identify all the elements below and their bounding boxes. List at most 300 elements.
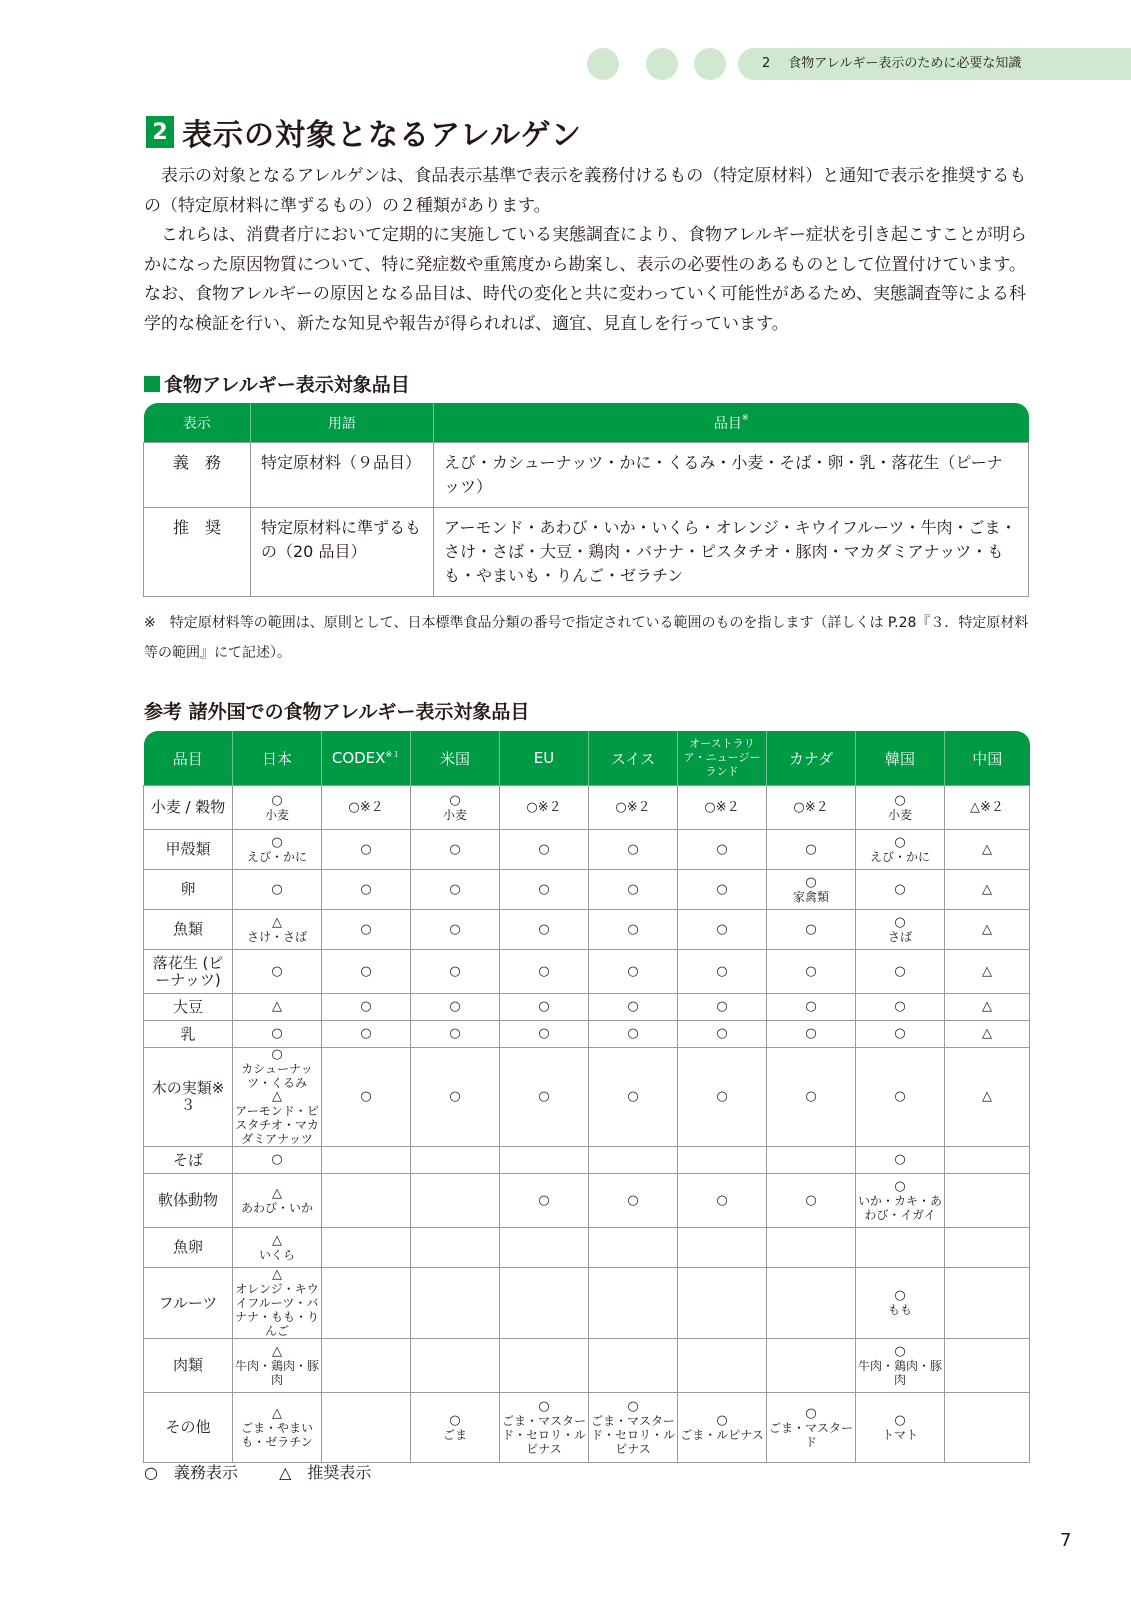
value-cell	[589, 1339, 678, 1393]
value-cell	[233, 1268, 322, 1339]
value-cell	[589, 1228, 678, 1268]
value-cell	[500, 1393, 589, 1463]
mark: ○	[360, 841, 372, 857]
value-cell	[678, 1048, 767, 1147]
table-row	[144, 830, 1030, 870]
value-cell	[589, 1268, 678, 1339]
value-cell	[856, 1174, 945, 1228]
value-cell	[767, 870, 856, 910]
value-cell	[322, 830, 411, 870]
table-row	[144, 443, 1029, 508]
table-row	[144, 1339, 1030, 1393]
value-cell	[945, 870, 1030, 910]
item-cell: 大豆	[144, 994, 233, 1021]
value-cell	[856, 1268, 945, 1339]
mark: △	[272, 1185, 282, 1201]
value-cell	[856, 786, 945, 830]
mark-detail: カシューナッツ・くるみ	[241, 1062, 313, 1090]
legend-recommended: △ 推奨表示	[279, 1463, 372, 1482]
value-cell	[411, 1228, 500, 1268]
header-korea: 韓国	[856, 731, 945, 786]
header-china: 中国	[945, 731, 1030, 786]
mark: ○	[360, 963, 372, 979]
value-cell	[233, 1021, 322, 1048]
mark: ○	[627, 841, 639, 857]
value-cell	[411, 994, 500, 1021]
mark-detail: あわび・いか	[240, 1200, 313, 1215]
header-circle	[694, 48, 726, 80]
mark-detail: 家禽類	[792, 889, 829, 904]
value-cell	[945, 950, 1030, 994]
table-row	[144, 950, 1030, 994]
mark: ○	[716, 1089, 728, 1104]
mark-detail: 小麦	[887, 807, 912, 822]
mark: ○	[627, 963, 639, 979]
mark: ○	[449, 881, 461, 897]
mark: ○	[716, 1026, 728, 1041]
chapter-title: 食物アレルギー表示のために必要な知識	[788, 56, 1022, 71]
mark: ○※２	[704, 799, 740, 815]
value-cell	[233, 1147, 322, 1174]
value-cell	[500, 830, 589, 870]
item-cell: 落花生 (ピーナッツ)	[144, 950, 233, 994]
value-cell	[411, 1174, 500, 1228]
foreign-allergen-table	[143, 731, 1030, 1463]
value-cell	[856, 870, 945, 910]
mark: △	[272, 1405, 282, 1421]
chapter-header	[738, 48, 1131, 80]
value-cell	[589, 994, 678, 1021]
mark-detail: えび・かに	[246, 849, 307, 864]
mark: △	[982, 1026, 992, 1041]
item-cell: 軟体動物	[144, 1174, 233, 1228]
value-cell	[233, 830, 322, 870]
value-cell	[856, 1339, 945, 1393]
value-cell	[678, 1174, 767, 1228]
value-cell	[500, 1228, 589, 1268]
value-cell	[856, 1048, 945, 1147]
value-cell	[233, 1048, 322, 1147]
mark-detail: 牛肉・鶏肉・豚肉	[858, 1358, 943, 1387]
mark: ○	[538, 999, 550, 1014]
intro-text	[144, 162, 1030, 339]
value-cell	[411, 870, 500, 910]
mark: ○	[449, 792, 461, 808]
value-cell	[945, 1393, 1030, 1463]
value-cell	[322, 1048, 411, 1147]
table1-note: ※ 特定原材料等の範囲は、原則として、日本標準食品分類の番号で指定されている範囲のものを指します（詳しくは P.28『３．特定原材料等の範囲』にて記述）。	[144, 615, 1029, 661]
chapter-number: 2	[762, 56, 771, 71]
value-cell	[856, 830, 945, 870]
header-eu: EU	[500, 731, 589, 786]
mark: ○	[805, 921, 817, 937]
value-cell	[767, 1174, 856, 1228]
mark: ○	[627, 1192, 639, 1208]
mark: ○	[894, 1178, 906, 1194]
mark: ○	[538, 963, 550, 979]
value-cell	[322, 950, 411, 994]
header-item: 品目	[144, 731, 233, 786]
value-cell	[589, 870, 678, 910]
mark: ○	[805, 1192, 817, 1208]
mark: ○	[271, 1047, 283, 1062]
table-row	[144, 1268, 1030, 1339]
mark: ○	[360, 921, 372, 937]
mark: ○	[449, 841, 461, 857]
mark: ○	[805, 841, 817, 857]
value-cell	[945, 786, 1030, 830]
mark: ○	[538, 881, 550, 897]
mark: ○	[627, 1398, 639, 1414]
value-cell	[589, 1174, 678, 1228]
value-cell	[856, 1228, 945, 1268]
value-cell	[411, 1393, 500, 1463]
value-cell	[233, 1174, 322, 1228]
mark: ○※２	[793, 799, 829, 815]
header-display: 表示	[144, 403, 251, 443]
value-cell	[945, 830, 1030, 870]
header-circle	[646, 48, 678, 80]
value-cell	[678, 910, 767, 950]
mark: ○	[716, 999, 728, 1014]
mark: ○	[716, 1412, 728, 1428]
intro-paragraph: 表示の対象となるアレルゲンは、食品表示基準で表示を義務付けるもの（特定原材料）と通知で表示を推奨するもの（特定原材料に準ずるもの）の２種類があります。	[144, 166, 1027, 216]
value-cell	[767, 950, 856, 994]
header-japan: 日本	[233, 731, 322, 786]
value-cell	[767, 1228, 856, 1268]
value-cell	[589, 950, 678, 994]
item-cell: 魚卵	[144, 1228, 233, 1268]
value-cell	[322, 1147, 411, 1174]
section-title	[146, 112, 582, 152]
value-cell	[233, 950, 322, 994]
mark: △	[982, 999, 992, 1014]
value-cell	[589, 830, 678, 870]
mark: ○	[627, 999, 639, 1014]
mark: ○	[894, 1026, 906, 1041]
mark-detail: さけ・さば	[246, 929, 307, 944]
mark: ○	[538, 1192, 550, 1208]
table-row	[144, 994, 1030, 1021]
value-cell	[767, 994, 856, 1021]
value-cell	[411, 1021, 500, 1048]
mark: △	[272, 1343, 282, 1359]
value-cell	[233, 994, 322, 1021]
mark: ○※２	[526, 799, 562, 815]
mark: △※２	[970, 799, 1004, 815]
row-term: 特定原材料に準ずるもの（20 品目）	[251, 508, 434, 597]
value-cell	[322, 1268, 411, 1339]
mark: ○	[894, 999, 906, 1014]
mark: ○	[449, 1089, 461, 1104]
mark-detail: いか・カキ・あわび・イガイ	[858, 1193, 943, 1222]
value-cell	[411, 950, 500, 994]
legend-mandatory: ○ 義務表示	[144, 1463, 238, 1482]
value-cell	[589, 910, 678, 950]
value-cell	[945, 910, 1030, 950]
value-cell	[945, 994, 1030, 1021]
value-cell	[767, 1268, 856, 1339]
mark: ○	[360, 881, 372, 897]
mark: ○	[538, 1398, 550, 1414]
mark: ○	[538, 921, 550, 937]
mark: ○	[716, 1192, 728, 1208]
mark-detail: 牛肉・鶏肉・豚肉	[235, 1358, 320, 1387]
value-cell	[678, 994, 767, 1021]
value-cell	[767, 1048, 856, 1147]
value-cell	[500, 950, 589, 994]
value-cell	[767, 910, 856, 950]
mark: ○	[627, 921, 639, 937]
value-cell	[945, 1174, 1030, 1228]
value-cell	[500, 910, 589, 950]
table-header-row	[144, 403, 1029, 443]
mark: ○	[894, 881, 906, 897]
item-cell: 乳	[144, 1021, 233, 1048]
value-cell	[322, 994, 411, 1021]
item-cell: 木の実類※３	[144, 1048, 233, 1147]
value-cell	[233, 910, 322, 950]
value-cell	[500, 1339, 589, 1393]
value-cell	[322, 870, 411, 910]
value-cell	[589, 786, 678, 830]
mark: ○	[716, 963, 728, 979]
header-codex: CODEX$^{※1}$	[322, 731, 411, 786]
value-cell	[589, 1147, 678, 1174]
header-usa: 米国	[411, 731, 500, 786]
mark-detail: もも	[887, 1303, 912, 1317]
header-switzerland: スイス	[589, 731, 678, 786]
mark: ○	[449, 963, 461, 979]
table2-heading: 参考 諸外国での食物アレルギー表示対象品目	[144, 701, 530, 723]
mark: △	[272, 914, 282, 930]
header-items: 品目※	[434, 403, 1029, 443]
value-cell	[500, 870, 589, 910]
mark-detail: ごま・マスタード・セロリ・ルピナス	[502, 1413, 587, 1456]
table-row	[144, 1228, 1030, 1268]
mark: ○	[271, 834, 283, 850]
mark: ○	[271, 1026, 283, 1041]
mark-detail: さば	[887, 929, 912, 944]
value-cell	[322, 1393, 411, 1463]
value-cell	[767, 1147, 856, 1174]
value-cell	[322, 910, 411, 950]
mark: ○	[894, 834, 906, 850]
value-cell	[411, 1147, 500, 1174]
value-cell	[856, 910, 945, 950]
mark: ○	[449, 1026, 461, 1041]
item-cell: フルーツ	[144, 1268, 233, 1339]
mark-detail: ごま・やまいも・ゼラチン	[240, 1420, 313, 1449]
value-cell	[411, 830, 500, 870]
mark-detail: いくら	[258, 1247, 295, 1262]
value-cell	[322, 1174, 411, 1228]
mark: △	[272, 1232, 282, 1248]
value-cell	[767, 1393, 856, 1463]
value-cell	[322, 1339, 411, 1393]
value-cell	[678, 1268, 767, 1339]
section-title-text: 表示の対象となるアレルゲン	[182, 118, 582, 153]
value-cell	[233, 870, 322, 910]
mark: △	[982, 841, 992, 857]
mark: ○	[716, 881, 728, 897]
row-items: えび・カシューナッツ・かに・くるみ・小麦・そば・卵・乳・落花生（ピーナッツ）	[434, 443, 1029, 508]
mark: ○	[360, 1026, 372, 1041]
value-cell	[945, 1339, 1030, 1393]
mark-detail: ごま	[442, 1427, 467, 1442]
value-cell	[233, 1393, 322, 1463]
mark: ○	[894, 1089, 906, 1104]
table-row	[144, 508, 1029, 597]
mark-detail: 小麦	[442, 807, 467, 822]
mark-detail: えび・かに	[869, 849, 930, 864]
value-cell	[411, 1268, 500, 1339]
mark-detail: ごま・ルピナス	[680, 1427, 764, 1442]
value-cell	[767, 830, 856, 870]
value-cell	[411, 786, 500, 830]
value-cell	[500, 994, 589, 1021]
value-cell	[678, 1339, 767, 1393]
mark: ○	[894, 963, 906, 979]
value-cell	[322, 786, 411, 830]
mark: ○	[894, 914, 906, 930]
value-cell	[500, 1268, 589, 1339]
item-cell: その他	[144, 1393, 233, 1463]
mark: ○	[894, 1412, 906, 1428]
allergen-target-table	[143, 403, 1029, 597]
value-cell	[411, 1048, 500, 1147]
mark: ○	[894, 1343, 906, 1359]
value-cell	[945, 1268, 1030, 1339]
legend	[144, 1460, 407, 1483]
item-cell: 小麦 / 穀物	[144, 786, 233, 830]
value-cell	[856, 1021, 945, 1048]
value-cell	[500, 1048, 589, 1147]
value-cell	[678, 1021, 767, 1048]
mark: ○	[894, 1152, 906, 1167]
value-cell	[945, 1228, 1030, 1268]
mark: ○	[627, 1026, 639, 1041]
value-cell	[322, 1228, 411, 1268]
value-cell	[767, 1021, 856, 1048]
mark: ○	[449, 999, 461, 1014]
value-cell	[233, 1339, 322, 1393]
item-cell: 魚類	[144, 910, 233, 950]
mark: ○	[805, 999, 817, 1014]
intro-paragraph: これらは、消費者庁において定期的に実施している実態調査により、食物アレルギー症状を引き起こすことが明らかになった原因物質について、特に発症数や重篤度から勘案し、表示の必要性のあるものとして位置付けています。なお、食物アレルギーの原因となる品目は、時代の変化と共に変わっていく可能性があるため、実態調査等による科学的な検証を行い、新たな知見や報告が得られれば、適宜、見直しを行っています。	[144, 225, 1027, 334]
mark: ○	[627, 1089, 639, 1104]
value-cell	[767, 786, 856, 830]
table-row	[144, 910, 1030, 950]
item-cell: 肉類	[144, 1339, 233, 1393]
header-canada: カナダ	[767, 731, 856, 786]
mark: ○	[716, 841, 728, 857]
mark-detail: アーモンド・ピスタチオ・マカダミアナッツ	[235, 1104, 319, 1146]
row-term: 特定原材料（９品目）	[251, 443, 434, 508]
value-cell	[856, 1147, 945, 1174]
row-display: 義 務	[144, 443, 251, 508]
square-bullet-icon	[144, 376, 160, 392]
item-cell: 卵	[144, 870, 233, 910]
mark: ○	[716, 921, 728, 937]
mark: ○	[360, 999, 372, 1014]
mark: △	[272, 1089, 282, 1104]
row-display: 推 奨	[144, 508, 251, 597]
mark: ○	[805, 1089, 817, 1104]
value-cell	[411, 910, 500, 950]
value-cell	[678, 870, 767, 910]
value-cell	[678, 1147, 767, 1174]
mark: ○	[894, 1288, 906, 1303]
mark: △	[272, 1267, 282, 1282]
header-australia-nz: オーストラリア・ニュージーランド	[678, 731, 767, 786]
mark: △	[982, 1089, 992, 1104]
mark: △	[982, 921, 992, 937]
table-row	[144, 1147, 1030, 1174]
mark: ○	[360, 1089, 372, 1104]
mark: ○	[271, 963, 283, 979]
value-cell	[500, 786, 589, 830]
page-number: 7	[1060, 1530, 1072, 1551]
value-cell	[678, 1393, 767, 1463]
mark: ○	[449, 921, 461, 937]
mark-detail: オレンジ・キウイフルーツ・バナナ・もも・りんご	[235, 1282, 320, 1338]
mark: ○	[805, 1405, 817, 1421]
value-cell	[945, 1147, 1030, 1174]
value-cell	[767, 1339, 856, 1393]
mark: ○	[271, 881, 283, 897]
value-cell	[945, 1048, 1030, 1147]
value-cell	[233, 1228, 322, 1268]
value-cell	[678, 1228, 767, 1268]
value-cell	[856, 994, 945, 1021]
table1-heading: 食物アレルギー表示対象品目	[144, 370, 410, 397]
mark: △	[982, 881, 992, 897]
mark: ○	[627, 881, 639, 897]
table-row	[144, 786, 1030, 830]
table-row	[144, 1174, 1030, 1228]
table-row	[144, 870, 1030, 910]
mark: ○	[538, 841, 550, 857]
section-badge: 2	[146, 116, 174, 148]
item-cell: 甲殻類	[144, 830, 233, 870]
mark: ○	[538, 1026, 550, 1041]
mark-detail: ごま・マスタード	[769, 1420, 854, 1449]
mark: ○	[805, 874, 817, 890]
table-row	[144, 1393, 1030, 1463]
mark: ○	[271, 792, 283, 808]
mark-detail: 小麦	[264, 807, 289, 822]
mark: ○	[449, 1412, 461, 1428]
mark: △	[272, 999, 282, 1014]
mark: ○	[805, 963, 817, 979]
value-cell	[589, 1393, 678, 1463]
item-cell: そば	[144, 1147, 233, 1174]
mark: ○	[894, 792, 906, 808]
value-cell	[856, 950, 945, 994]
value-cell	[322, 1021, 411, 1048]
value-cell	[500, 1174, 589, 1228]
row-items: アーモンド・あわび・いか・いくら・オレンジ・キウイフルーツ・牛肉・ごま・さけ・さば・大豆・鶏肉・バナナ・ピスタチオ・豚肉・マカダミアナッツ・もも・やまいも・りんご・ゼラチン	[434, 508, 1029, 597]
value-cell	[411, 1339, 500, 1393]
mark: ○※２	[615, 799, 651, 815]
mark-detail: ごま・マスタード・セロリ・ルピナス	[591, 1413, 676, 1456]
value-cell	[945, 1021, 1030, 1048]
mark: △	[982, 963, 992, 979]
value-cell	[678, 950, 767, 994]
value-cell	[589, 1021, 678, 1048]
value-cell	[678, 830, 767, 870]
